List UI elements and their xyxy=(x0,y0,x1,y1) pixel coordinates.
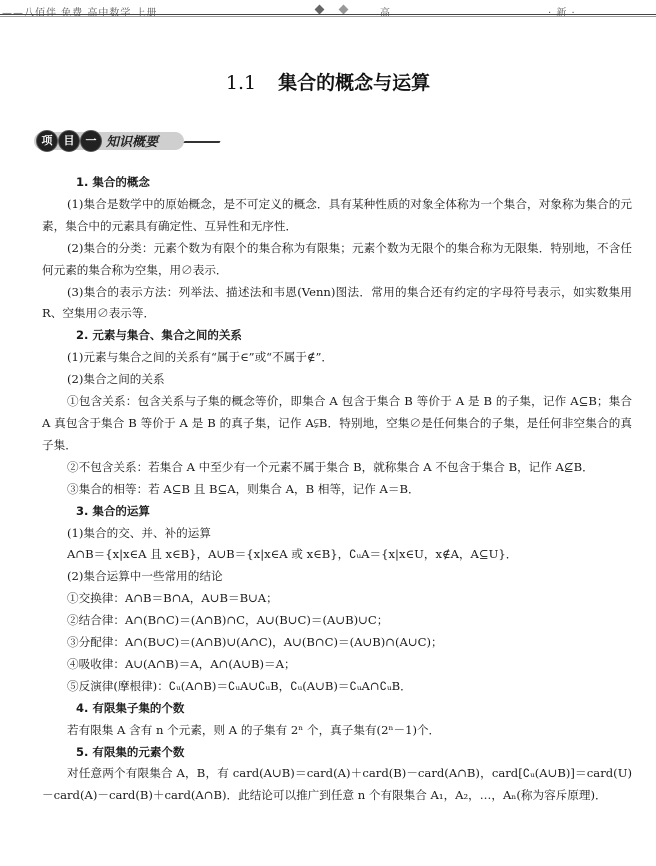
paragraph: (1)集合的交、并、补的运算 xyxy=(67,525,211,540)
heading-element-count: 5. 有限集的元素个数 xyxy=(76,744,185,759)
banner-badge: 项 xyxy=(36,130,58,152)
section-title-text: 集合的概念与运算 xyxy=(278,72,431,94)
paragraph: ②不包含关系：若集合 A 中至少有一个元素不属于集合 B，就称集合 A 不包含于集合 B，记作 A⊈B． xyxy=(67,459,594,474)
header-rule xyxy=(0,16,656,17)
paragraph: 若有限集 A 含有 n 个元素，则 A 的子集有 2ⁿ 个，真子集有(2ⁿ－1)个． xyxy=(67,722,441,737)
knowledge-banner xyxy=(34,130,224,152)
diamond-icon xyxy=(339,5,349,15)
formula-line: ④吸收律：A∪(A∩B)＝A，A∩(A∪B)＝A； xyxy=(67,656,296,671)
formula-line: ③分配律：A∩(B∪C)＝(A∩B)∪(A∩C)，A∪(B∩C)＝(A∪B)∩(A∪C)； xyxy=(67,635,443,650)
section-title xyxy=(0,68,656,95)
section-number: 1.1 xyxy=(225,72,257,94)
heading-operations: 3. 集合的运算 xyxy=(76,503,150,518)
paragraph: (3)集合的表示方法：列举法、描述法和韦恩(Venn)图法．常用的集合还有约定的字母符号表示，如实数集用 R、空集用∅表示等． xyxy=(42,284,632,321)
banner-tail xyxy=(183,141,220,143)
paragraph: (2)集合运算中一些常用的结论 xyxy=(67,569,223,584)
diamond-icon xyxy=(315,5,325,15)
paragraph: (1)集合是数学中的原始概念，是不可定义的概念．具有某种性质的对象全体称为一个集合，对象称为集合的元素，集合中的元素具有确定性、互异性和无序性． xyxy=(42,196,632,233)
header-rule xyxy=(0,14,656,15)
heading-subset-count: 4. 有限集子集的个数 xyxy=(76,700,185,715)
paragraph: ①包含关系：包含关系与子集的概念等价，即集合 A 包含于集合 B 等价于 A 是 B 的子集，记作 A⊆B；集合 A 真包含于集合 B 等价于 A 是 B 的真子集，记作 A⫋B．特别地，空集∅是任何集合的子集，是任何非空集合的真子集． xyxy=(42,394,632,452)
content-body xyxy=(42,172,632,807)
paragraph: (1)元素与集合之间的关系有“属于∈”或“不属于∉”． xyxy=(67,350,333,365)
heading-relations: 2. 元素与集合、集合之间的关系 xyxy=(76,328,242,343)
paragraph: 对任意两个有限集合 A，B，有 card(A∪B)＝card(A)＋card(B)－card(A∩B)，card[∁ᵤ(A∪B)]＝card(U)－card(A)－card(B)＋card(A∩B)．此结论可以推广到任意 n 个有限集合 A₁，A₂，…，Aₙ(称为容斥原理)． xyxy=(42,766,632,803)
paragraph: (2)集合之间的关系 xyxy=(67,372,165,387)
paragraph: ③集合的相等：若 A⊆B 且 B⊆A，则集合 A，B 相等，记作 A＝B． xyxy=(67,481,420,496)
banner-label: 知识概要 xyxy=(106,135,159,150)
formula-line: ①交换律：A∩B＝B∩A，A∪B＝B∪A； xyxy=(67,591,278,606)
heading-set-concept: 1. 集合的概念 xyxy=(76,175,150,189)
formula-line: A∩B＝{x|x∈A 且 x∈B}，A∪B＝{x|x∈A 或 x∈B}，∁ᵤA＝{x|x∈U，x∉A，A⊆U}． xyxy=(67,547,518,562)
formula-line: ⑤反演律(摩根律)：∁ᵤ(A∩B)＝∁ᵤA∪∁ᵤB，∁ᵤ(A∪B)＝∁ᵤA∩∁ᵤB． xyxy=(67,678,412,693)
banner-badge: 一 xyxy=(80,130,102,152)
banner-badge: 目 xyxy=(58,130,80,152)
page-header xyxy=(0,0,656,22)
paragraph: (2)集合的分类：元素个数为有限个的集合称为有限集；元素个数为无限个的集合称为无限集．特别地，不含任何元素的集合称为空集，用∅表示． xyxy=(42,240,632,277)
formula-line: ②结合律：A∩(B∩C)＝(A∩B)∩C，A∪(B∪C)＝(A∪B)∪C； xyxy=(67,613,389,628)
